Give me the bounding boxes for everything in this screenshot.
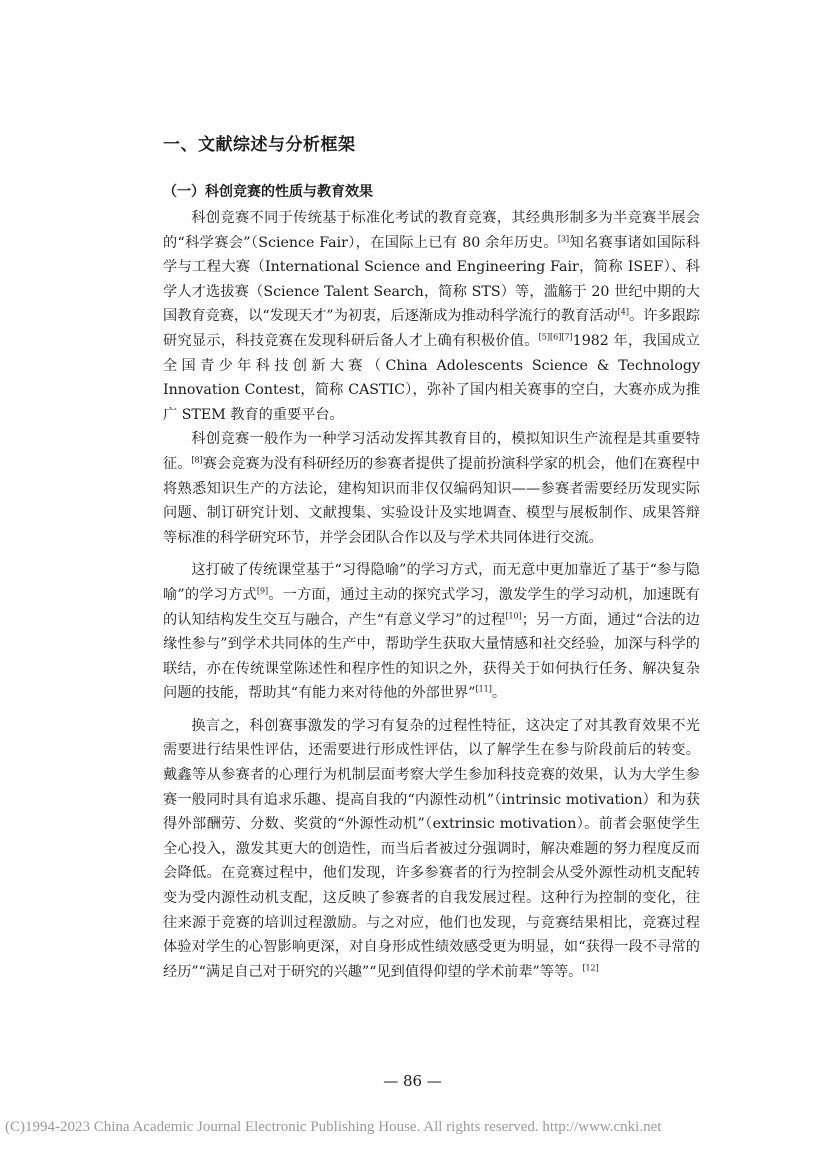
paragraph-text: 。 xyxy=(491,685,507,702)
page-number: — 86 — xyxy=(383,1072,442,1090)
citation-marker: [9] xyxy=(256,586,269,596)
paragraph xyxy=(163,427,700,550)
paragraph-text: 。一方面，通过主动的探究式学习，激发学生的学习动机，加速既有的认知结构发生交互与融合，产生“有意义学习”的过程 xyxy=(163,586,700,628)
citation-marker: [8] xyxy=(191,455,203,465)
paragraph-text: ；另一方面，通过“合法的边缘性参与”到学术共同体的生产中，帮助学生获取大量情感和社交经验，加深与科学的联结，亦在传统课堂陈述性和程序性的知识之外，获得关于如何执行任务、解决复杂问题的技能，帮助其“有能力来对待他的外部世界” xyxy=(163,611,700,702)
paragraph xyxy=(163,714,700,985)
article-body xyxy=(163,206,700,984)
citation-marker: [4] xyxy=(617,307,629,317)
subsection-heading: （一）科创竞赛的性质与教育效果 xyxy=(163,184,373,200)
paragraph-text: 换言之，科创赛事激发的学习有复杂的过程性特征，这决定了对其教育效果不光需要进行结果性评估，还需要进行形成性评估，以了解学生在参与阶段前后的转变。戴鑫等从参赛者的心理行为机制层面考察大学生参加科技竞赛的效果，认为大学生参赛一般同时具有追求乐趣、提高自我的“内源性动机”（intrinsic motivation）和为获得外部酬劳、分数、奖赏的“外源性动机”（extrinsic motivation）。前者会驱使学生全心投入，激发其更大的创造性，而当后者被过分强调时，解决难题的努力程度反而会降低。在竞赛过程中，他们发现，许多参赛者的行为控制会从受外源性动机支配转变为受内源性动机支配，这反映了参赛者的自我发展过程。这种行为控制的变化，往往来源于竞赛的培训过程激励。与之对应，他们也发现，与竞赛结果相比，竞赛过程体验对学生的心智影响更深，对自身形成性绩效感受更为明显，如“获得一段不寻常的经历”“满足自己对于研究的兴趣”“见到值得仰望的学术前辈”等等。 xyxy=(163,717,700,980)
paragraph-text: 。许多跟踪研究显示，科技竞赛在发现科研后备人才上确有积极价值。 xyxy=(163,308,700,349)
paragraph-text: 1982 年，我国成立全国青少年科技创新大赛（China Adolescents Science & Technology Innovation Contest，简称 CASTIC），弥补了国内相关赛事的空白，大赛亦成为推广 STEM 教育的重要平台。 xyxy=(163,332,700,423)
paragraph-text: 科创竞赛一般作为一种学习活动发挥其教育目的，模拟知识生产流程是其重要特征。 xyxy=(163,431,700,472)
paragraph-text: 这打破了传统课堂基于“习得隐喻”的学习方式，而无意中更加靠近了基于“参与隐喻”的学习方式 xyxy=(163,562,700,603)
paragraph-text: 科创竞赛不同于传统基于标准化考试的教育竞赛，其经典形制多为半竞赛半展会的“科学赛会”（Science Fair），在国际上已有 80 余年历史。 xyxy=(163,210,700,251)
paragraph xyxy=(163,558,700,706)
citation-marker: [12] xyxy=(582,963,599,973)
paragraph-text: 赛会竞赛为没有科研经历的参赛者提供了提前扮演科学家的机会，他们在赛程中将熟悉知识生产的方法论，建构知识而非仅仅编码知识——参赛者需要经历发现实际问题、制订研究计划、文献搜集、实验设计及实地调查、模型与展板制作、成果答辩等标准的科学研究环节，并学会团队合作以及与学术共同体进行交流。 xyxy=(163,455,700,546)
copyright-watermark: (C)1994-2023 China Academic Journal Electronic Publishing House. All rights reserved. http://www.cnki.net xyxy=(5,1119,662,1135)
citation-marker: [5][6][7] xyxy=(538,332,573,342)
citation-marker: [11] xyxy=(475,684,492,694)
citation-marker: [3] xyxy=(557,233,570,243)
paragraph xyxy=(163,206,700,427)
citation-marker: [10] xyxy=(505,610,522,620)
section-heading: 一、文献综述与分析框架 xyxy=(163,135,356,155)
paragraph-text: 知名赛事诸如国际科学与工程大赛（International Science and Engineering Fair，简称 ISEF）、科学人才选拔赛（Science Talent Search，简称 STS）等，滥觞于 20 世纪中期的大国教育竞赛，以“发现天才”为初衷，后逐渐成为推动科学流行的教育活动 xyxy=(163,234,700,325)
